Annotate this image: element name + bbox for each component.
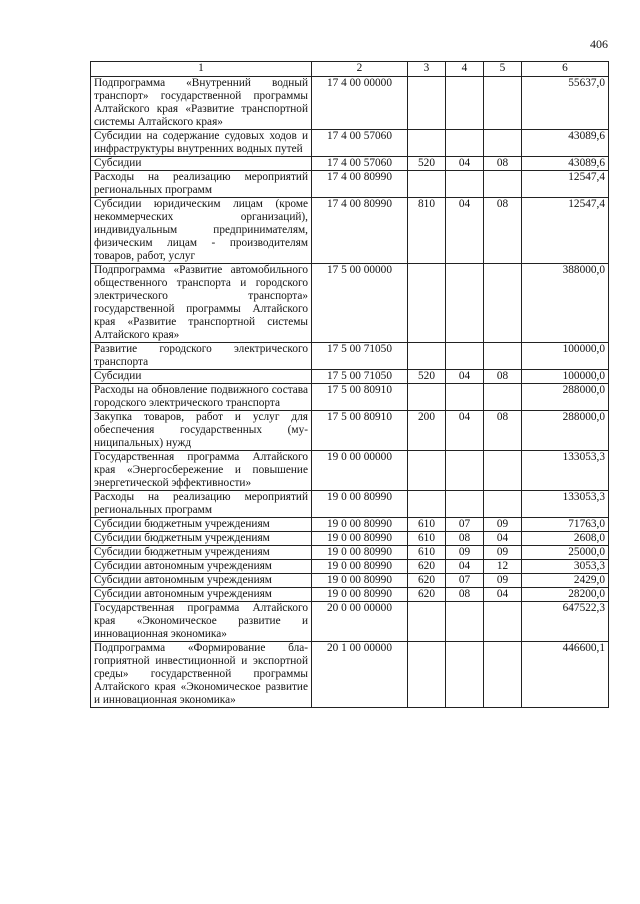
row-col3-cell (408, 77, 446, 130)
table-row (91, 198, 609, 264)
row-col3-cell (408, 171, 446, 198)
row-name-cell: Субсидии автономным учреждениям (91, 560, 312, 574)
row-code-cell: 17 4 00 80990 (312, 198, 408, 264)
row-code-cell: 19 0 00 00000 (312, 451, 408, 491)
row-name-cell: Субсидии бюджетным учреждениям (91, 518, 312, 532)
row-amount-cell: 55637,0 (522, 77, 609, 130)
row-col4-cell: 07 (446, 518, 484, 532)
row-name-cell: Развитие городского электрического транспорта (91, 343, 312, 370)
row-name-cell: Закупка товаров, работ и услуг для обеспечения государственных (муниципальных) нужд (91, 411, 312, 451)
row-amount-cell: 25000,0 (522, 546, 609, 560)
row-amount-cell: 2608,0 (522, 532, 609, 546)
table-row (91, 560, 609, 574)
row-code-cell: 19 0 00 80990 (312, 560, 408, 574)
row-name-cell: Субсидии (91, 157, 312, 171)
table-row (91, 602, 609, 642)
row-code-cell: 19 0 00 80990 (312, 518, 408, 532)
row-name-cell: Субсидии юридическим лицам (кроме некоммерческих организаций), индивидуальным предпринимателям, физическим лицам - производителям товаров, работ, услуг (91, 198, 312, 264)
row-name-cell: Расходы на обновление подвижного состава городского электрического транспорта (91, 384, 312, 411)
row-code-cell: 17 5 00 71050 (312, 370, 408, 384)
row-col5-cell: 09 (484, 546, 522, 560)
row-amount-cell: 133053,3 (522, 451, 609, 491)
row-code-cell: 19 0 00 80990 (312, 491, 408, 518)
row-amount-cell: 12547,4 (522, 198, 609, 264)
row-col3-cell: 610 (408, 518, 446, 532)
column-header: 1 (91, 62, 312, 77)
table-row (91, 546, 609, 560)
table-row (91, 588, 609, 602)
row-col4-cell (446, 343, 484, 370)
row-amount-cell: 100000,0 (522, 370, 609, 384)
row-name-cell: Субсидии бюджетным учреждениям (91, 532, 312, 546)
row-col4-cell: 04 (446, 370, 484, 384)
column-header: 4 (446, 62, 484, 77)
row-col4-cell: 04 (446, 411, 484, 451)
row-col5-cell (484, 451, 522, 491)
row-name-cell: Государственная программа Алтайского края «Экономическое развитие и инновационная экономика» (91, 602, 312, 642)
row-col4-cell: 04 (446, 198, 484, 264)
row-col4-cell: 04 (446, 157, 484, 171)
row-name-cell: Подпрограмма «Развитие автомобильного общественного транспорта и городского электрического транспорта» государственной программы Алтайского края «Развитие транспортной системы Алтайского края» (91, 264, 312, 343)
table-row (91, 411, 609, 451)
row-col5-cell (484, 491, 522, 518)
header-row (91, 62, 609, 77)
table-row (91, 171, 609, 198)
table-row (91, 642, 609, 708)
column-header: 6 (522, 62, 609, 77)
row-amount-cell: 43089,6 (522, 157, 609, 171)
row-col3-cell: 520 (408, 370, 446, 384)
row-amount-cell: 288000,0 (522, 411, 609, 451)
row-col5-cell (484, 77, 522, 130)
row-col3-cell: 810 (408, 198, 446, 264)
row-col5-cell: 08 (484, 157, 522, 171)
row-col5-cell (484, 343, 522, 370)
row-name-cell: Субсидии (91, 370, 312, 384)
row-col5-cell: 08 (484, 370, 522, 384)
row-col5-cell (484, 602, 522, 642)
row-col3-cell (408, 343, 446, 370)
row-col5-cell: 08 (484, 411, 522, 451)
table-row (91, 343, 609, 370)
row-amount-cell: 71763,0 (522, 518, 609, 532)
row-col3-cell (408, 451, 446, 491)
row-col3-cell: 200 (408, 411, 446, 451)
row-code-cell: 17 4 00 57060 (312, 157, 408, 171)
row-col5-cell: 09 (484, 574, 522, 588)
row-col5-cell: 04 (484, 588, 522, 602)
row-col4-cell: 07 (446, 574, 484, 588)
table-row (91, 157, 609, 171)
table-row (91, 574, 609, 588)
row-col4-cell: 04 (446, 560, 484, 574)
row-code-cell: 17 4 00 80990 (312, 171, 408, 198)
row-amount-cell: 12547,4 (522, 171, 609, 198)
table-row (91, 130, 609, 157)
row-amount-cell: 647522,3 (522, 602, 609, 642)
row-col4-cell (446, 171, 484, 198)
table-row (91, 532, 609, 546)
row-col5-cell (484, 384, 522, 411)
row-col3-cell (408, 642, 446, 708)
row-col5-cell (484, 130, 522, 157)
row-name-cell: Субсидии автономным учреждениям (91, 574, 312, 588)
row-col4-cell (446, 642, 484, 708)
row-name-cell: Расходы на реализацию мероприятий региональных программ (91, 491, 312, 518)
row-col4-cell (446, 264, 484, 343)
row-code-cell: 17 5 00 71050 (312, 343, 408, 370)
row-name-cell: Расходы на реализацию мероприятий региональных программ (91, 171, 312, 198)
row-col4-cell: 09 (446, 546, 484, 560)
row-amount-cell: 133053,3 (522, 491, 609, 518)
row-name-cell: Подпрограмма «Формирование благоприятной инвестиционной и экспортной среды» государственной программы Алтайского края «Экономическое развитие и инновационная экономика» (91, 642, 312, 708)
row-name-cell: Субсидии бюджетным учреждениям (91, 546, 312, 560)
row-amount-cell: 288000,0 (522, 384, 609, 411)
row-name-cell: Государственная программа Алтайского края «Энергосбережение и повышение энергетической эффективности» (91, 451, 312, 491)
row-col3-cell (408, 384, 446, 411)
table-row (91, 264, 609, 343)
row-col3-cell: 610 (408, 532, 446, 546)
row-code-cell: 17 4 00 57060 (312, 130, 408, 157)
row-col4-cell: 08 (446, 532, 484, 546)
row-col3-cell: 610 (408, 546, 446, 560)
row-col5-cell (484, 642, 522, 708)
row-col4-cell (446, 602, 484, 642)
row-col5-cell (484, 171, 522, 198)
row-col4-cell (446, 77, 484, 130)
row-col3-cell: 620 (408, 560, 446, 574)
column-header: 2 (312, 62, 408, 77)
row-col3-cell (408, 602, 446, 642)
row-code-cell: 17 5 00 80910 (312, 411, 408, 451)
column-header: 5 (484, 62, 522, 77)
row-col4-cell (446, 451, 484, 491)
row-col5-cell (484, 264, 522, 343)
row-code-cell: 17 4 00 00000 (312, 77, 408, 130)
table-row (91, 370, 609, 384)
row-code-cell: 19 0 00 80990 (312, 588, 408, 602)
row-amount-cell: 43089,6 (522, 130, 609, 157)
row-amount-cell: 446600,1 (522, 642, 609, 708)
row-code-cell: 19 0 00 80990 (312, 546, 408, 560)
table-row (91, 77, 609, 130)
page-number: 406 (590, 37, 608, 51)
row-code-cell: 20 0 00 00000 (312, 602, 408, 642)
table-row (91, 384, 609, 411)
row-amount-cell: 388000,0 (522, 264, 609, 343)
row-col3-cell: 620 (408, 588, 446, 602)
row-col3-cell (408, 264, 446, 343)
row-name-cell: Подпрограмма «Внутренний водный транспорт» государственной программы Алтайского края «Развитие транспортной системы Алтайского края» (91, 77, 312, 130)
row-code-cell: 19 0 00 80990 (312, 574, 408, 588)
row-amount-cell: 3053,3 (522, 560, 609, 574)
table-row (91, 451, 609, 491)
row-col5-cell: 04 (484, 532, 522, 546)
row-code-cell: 19 0 00 80990 (312, 532, 408, 546)
row-name-cell: Субсидии на содержание судовых ходов и инфраструктуры внутренних водных путей (91, 130, 312, 157)
row-col4-cell (446, 491, 484, 518)
row-col4-cell (446, 384, 484, 411)
row-col5-cell: 12 (484, 560, 522, 574)
row-col3-cell (408, 491, 446, 518)
row-code-cell: 20 1 00 00000 (312, 642, 408, 708)
row-col3-cell: 520 (408, 157, 446, 171)
row-name-cell: Субсидии автономным учреждениям (91, 588, 312, 602)
table-row (91, 518, 609, 532)
row-code-cell: 17 5 00 00000 (312, 264, 408, 343)
row-amount-cell: 2429,0 (522, 574, 609, 588)
row-col4-cell (446, 130, 484, 157)
budget-table (90, 61, 609, 708)
row-amount-cell: 28200,0 (522, 588, 609, 602)
row-col5-cell: 09 (484, 518, 522, 532)
row-col4-cell: 08 (446, 588, 484, 602)
table-row (91, 491, 609, 518)
row-col5-cell: 08 (484, 198, 522, 264)
row-amount-cell: 100000,0 (522, 343, 609, 370)
row-col3-cell (408, 130, 446, 157)
row-col3-cell: 620 (408, 574, 446, 588)
column-header: 3 (408, 62, 446, 77)
row-code-cell: 17 5 00 80910 (312, 384, 408, 411)
